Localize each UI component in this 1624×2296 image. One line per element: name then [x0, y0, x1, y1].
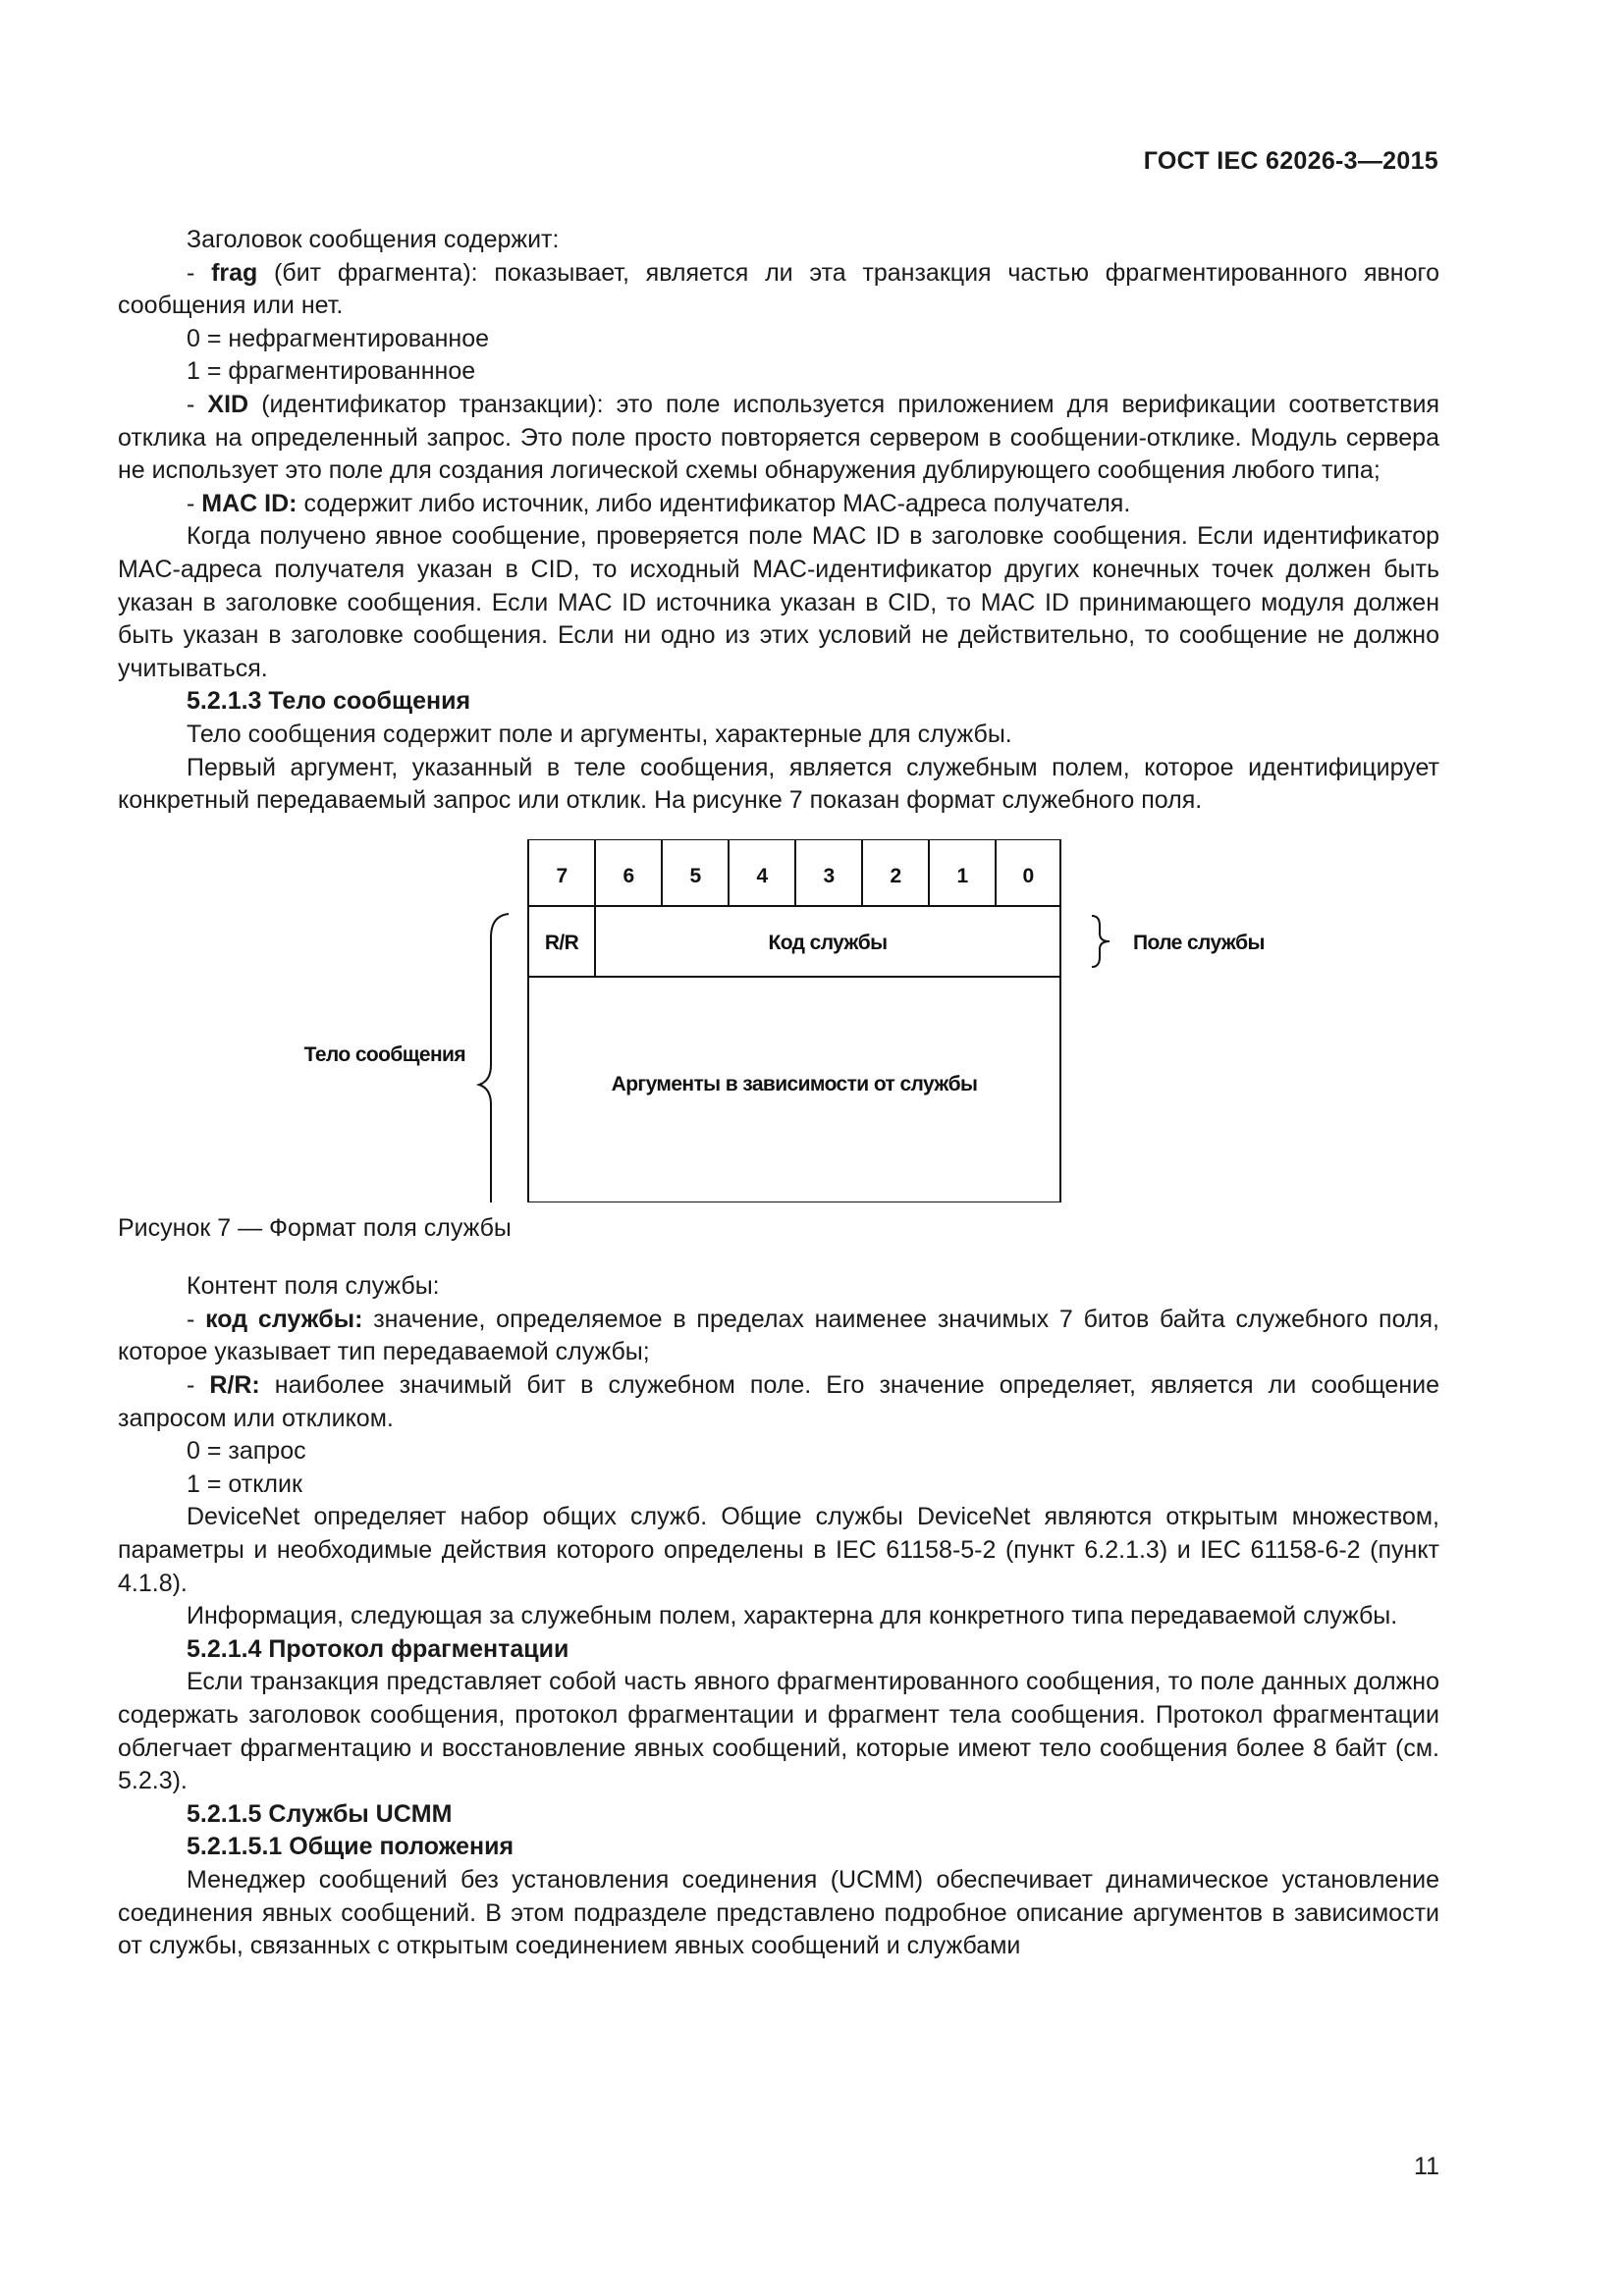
term: frag: [211, 258, 258, 287]
bit-label: 2: [890, 864, 901, 887]
service-field-label: Поле службы: [1133, 931, 1265, 954]
figure-service-field-format: [118, 839, 1439, 1202]
term: MAC ID:: [201, 489, 298, 517]
service-code-label: Код службы: [768, 931, 888, 954]
paragraph: Когда получено явное сообщение, проверяется поле MAC ID в заголовке сообщения. Если идентификатор MAC-адреса получателя указан в CID, то исходный MAC-идентификатор других конечных точек должен быть указан в заголовке сообщения. Если MAC ID источника указан в CID, то MAC ID принимающего модуля должен быть указан в заголовке сообщения. Если ни одно из этих условий не действительно, то сообщение не должно учитываться.: [118, 522, 1439, 682]
definition-text: содержит либо источник, либо идентификатор MAC-адреса получателя.: [297, 489, 1131, 517]
paragraph: - код службы: значение, определяемое в пределах наименее значимых 7 битов байта служебного поля, которое указывает тип передаваемой службы;: [118, 1305, 1439, 1366]
document-body: [118, 224, 1439, 1963]
term: код службы:: [205, 1305, 363, 1333]
bit-label: 7: [556, 864, 568, 887]
text-section-before-figure: [118, 224, 1439, 818]
bit-label: 0: [1022, 864, 1034, 887]
definition-text: наиболее значимый бит в служебном поле. Его значение определяет, является ли сообщение запросом или откликом.: [118, 1371, 1439, 1432]
paragraph: Менеджер сообщений без установления соединения (UCMM) обеспечивает динамическое установление соединения явных сообщений. В этом подразделе представлено подробное описание аргументов в зависимости от службы, связанных с открытым соединением явных сообщений и службами: [118, 1865, 1439, 1960]
bit-label: 3: [823, 864, 835, 887]
paragraph: - MAC ID: содержит либо источник, либо идентификатор MAC-адреса получателя.: [187, 489, 1131, 517]
bit-label: 6: [623, 864, 634, 887]
paragraph: - XID (идентификатор транзакции): это поле используется приложением для верификации соответствия отклика на определенный запрос. Это поле просто повторяется сервером в сообщении-отклике. Модуль сервера не использует это поле для создания логической схемы обнаружения дублирующего сообщения любого типа;: [118, 390, 1439, 485]
text-section-after-figure: [118, 1270, 1439, 1962]
section-heading: 5.2.1.4 Протокол фрагментации: [187, 1634, 569, 1663]
paragraph: - frag (бит фрагмента): показывает, является ли эта транзакция частью фрагментированного явного сообщения или нет.: [118, 258, 1439, 320]
section-heading: 5.2.1.3 Тело сообщения: [187, 687, 471, 716]
paragraph: - R/R: наиболее значимый бит в служебном поле. Его значение определяет, является ли сообщение запросом или откликом.: [118, 1371, 1439, 1432]
definition-text: (бит фрагмента): показывает, является ли эта транзакция частью фрагментированного явного сообщения или нет.: [118, 258, 1439, 320]
service-field-brace: [1092, 916, 1110, 967]
paragraph: Если транзакция представляет собой часть явного фрагментированного сообщения, то поле данных должно содержать заголовок сообщения, протокол фрагментации и фрагмент тела сообщения. Протокол фрагментации облегчает фрагментацию и восстановление явных сообщений, которые имеют тело сообщения более 8 байт (см. 5.2.3).: [118, 1668, 1439, 1795]
paragraph: 1 = отклик: [187, 1469, 302, 1498]
paragraph: Тело сообщения содержит поле и аргументы, характерные для службы.: [187, 720, 1012, 748]
bit-label: 1: [956, 864, 968, 887]
paragraph: 1 = фрагментированнное: [187, 357, 476, 386]
paragraph: Информация, следующая за служебным полем, характерна для конкретного типа передаваемой службы.: [187, 1602, 1398, 1630]
bit-label: 4: [756, 864, 768, 887]
section-heading: 5.2.1.5.1 Общие положения: [187, 1833, 514, 1861]
message-body-brace: [479, 914, 509, 1202]
figure-caption: Рисунок 7 — Формат поля службы: [118, 1213, 512, 1242]
paragraph: 0 = нефрагментированное: [187, 324, 490, 352]
section-heading: 5.2.1.5 Службы UCMM: [187, 1799, 453, 1828]
term: XID: [207, 390, 249, 418]
paragraph: Первый аргумент, указанный в теле сообщения, является служебным полем, которое идентифицирует конкретный передаваемый запрос или отклик. На рисунке 7 показан формат служебного поля.: [118, 753, 1439, 815]
paragraph: Заголовок сообщения содержит:: [187, 226, 560, 253]
message-body-label: Тело сообщения: [303, 1042, 465, 1066]
page-number: 11: [1414, 2153, 1439, 2180]
arguments-label: Аргументы в зависимости от службы: [611, 1072, 978, 1095]
rr-label: R/R: [544, 931, 579, 954]
definition-text: значение, определяемое в пределах наименее значимых 7 битов байта служебного поля, которое указывает тип передаваемой службы;: [118, 1305, 1439, 1366]
document-header: ГОСТ IEC 62026-3—2015: [1143, 147, 1438, 175]
paragraph: Контент поля службы:: [187, 1272, 440, 1301]
term: R/R:: [209, 1371, 260, 1400]
paragraph: DeviceNet определяет набор общих служб. Общие службы DeviceNet являются открытым множеством, параметры и необходимые действия которого определены в IEC 61158-5-2 (пункт 6.2.1.3) и IEC 61158-6-2 (пункт 4.1.8).: [118, 1503, 1439, 1597]
definition-text: (идентификатор транзакции): это поле используется приложением для верификации соответствия отклика на определенный запрос. Это поле просто повторяется сервером в сообщении-отклике. Модуль сервера не использует это поле для создания логической схемы обнаружения дублирующего сообщения любого типа;: [118, 390, 1439, 485]
bit-label: 5: [689, 864, 701, 887]
service-field-diagram: [118, 839, 1439, 1202]
paragraph: 0 = запрос: [187, 1437, 306, 1466]
